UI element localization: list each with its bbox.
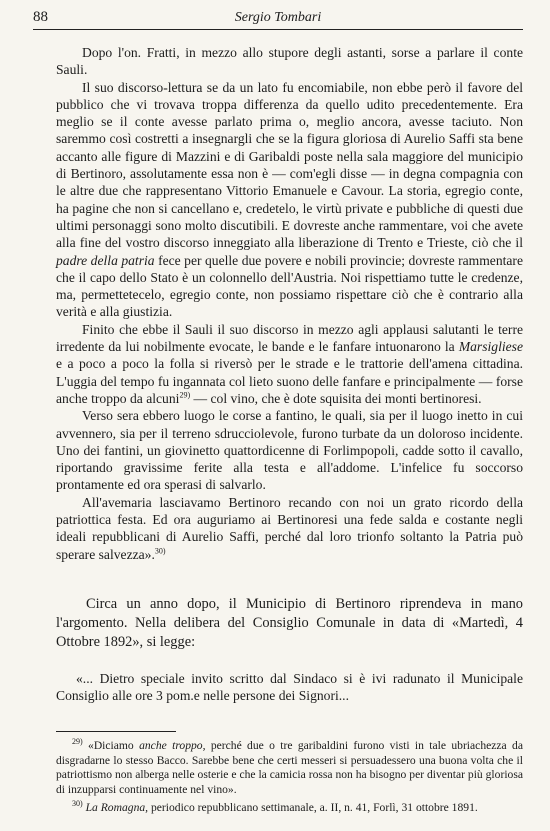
footnote-ref: 30) bbox=[154, 546, 166, 556]
page-header bbox=[33, 9, 523, 29]
page-number: 88 bbox=[33, 9, 48, 25]
emphasis: padre della patria bbox=[56, 252, 155, 268]
paragraph: Dopo l'on. Fratti, in mezzo allo stupore degli astanti, sorse a parlare il conte Sauli. bbox=[56, 45, 523, 78]
section-gap bbox=[56, 563, 523, 595]
emphasis: anche troppo, bbox=[139, 739, 206, 752]
paragraph: Finito che ebbe il Sauli il suo discorso in mezzo agli applausi salutanti le terre irredente da lui nobilmente evocate, le bande e le fanfare intuonarono la Marsigliese e a poco a poco la folla si riversò per le strade e le trattorie dell'amena cittadina. L'uggia del tempo fu ingannata col lieto suono delle fanfare e principalmente — forse anche troppo da alcuni$^{29)}$ — col vino, che è dote squisita dei monti bertinoresi. bbox=[56, 321, 523, 406]
footnote-mark: 29) bbox=[72, 737, 83, 747]
intro-text bbox=[56, 595, 523, 652]
footnotes bbox=[56, 739, 523, 820]
quotation bbox=[56, 670, 523, 705]
footnote-29: $^{29)}$ «Diciamo anche troppo, perché due o tre garibaldini furono visti in tale ubriachezza da disgradarne lo stesso Bacco. Sarebbe bene che certi messeri si persuadessero una buona volta che il patriottismo non alberga nelle osterie e che la camicia rossa non ha bisogno per diventar più gloriosa di inzupparsi continuamente nel vino». bbox=[56, 737, 523, 796]
paragraph: «... Dietro speciale invito scritto dal Sindaco si è ivi radunato il Municipale Consiglio alle ore 3 pom.e nelle persone dei Signori... bbox=[56, 670, 523, 704]
emphasis: Marsigliese bbox=[458, 339, 523, 355]
paragraph: Verso sera ebbero luogo le corse a fantino, le quali, sia per il luogo inetto in cui avvennero, sia per il terreno sdrucciolevole, furono turbate da un doloroso incidente. Uno dei fantini, un giovinetto quattordicenne di Forlimpopoli, cadde sotto il cavallo, riportando gravissime ferite alla testa e all'addome. L'infelice fu soccorso prontamente ed ora sperasi di salvarlo. bbox=[56, 408, 523, 493]
paragraph: Circa un anno dopo, il Municipio di Bertinoro riprendeva in mano l'argomento. Nella delibera del Consiglio Comunale in data di «Martedì, 4 Ottobre 1892», si legge: bbox=[56, 595, 523, 650]
main-text bbox=[56, 44, 523, 705]
footnote-ref: 29) bbox=[179, 390, 191, 400]
paragraph: All'avemaria lasciavamo Bertinoro recando con noi un grato ricordo della patriottica festa. Ed ora auguriamo ai Bertinoresi una fede salda e costante negli ideali repubblicani di Aurelio Saffi, perché dal loro trionfo soltanto la Patria può sperare salvezza».$^{30)}$ bbox=[56, 494, 523, 562]
header-rule bbox=[33, 29, 523, 30]
footnote-mark: 30) bbox=[72, 799, 83, 809]
footnote-30: $^{30)}$ La Romagna, periodico repubblicano settimanale, a. II, n. 41, Forlì, 31 ottobre 1891. bbox=[72, 799, 478, 815]
paragraph: Il suo discorso-lettura se da un lato fu encomiabile, non ebbe però il favore del pubblico che vi trovava troppa differenza da quello udito precedentemente. Era meglio se il conte avesse parlato prima o, meglio ancora, avesse taciuto. Non saremmo così costretti a insegnargli che se la figura gloriosa di Aurelio Saffi sta bene accanto alle figure di Mazzini e di Garibaldi poste nella sala maggiore del municipio di Bertinoro, assolutamente essa non è — com'egli disse — in degna compagnia con le altre due che rappresentano Vittorio Emanuele e Cavour. La storia, egregio conte, ha pagine che non si cancellano e, credetelo, le virtù private e pubbliche di questi due ultimi personaggi sono molto discutibili. E dovreste anche rammentare, voi che avete alla fine del vostro discorso inneggiato alla liberazione di Trento e Trieste, ciò che il padre della patria fece per quelle due povere e nobili provincie; dovreste rammentare che il capo dello Stato è un colonnello dell'Austria. Noi rispettiamo tutte le credenze, ma, permettetecelo, egregio conte, non possiamo rispettare ciò che è contrario alla verità e alla giustizia. bbox=[56, 79, 523, 320]
running-head: Sergio Tombari bbox=[234, 10, 322, 25]
footnote-rule bbox=[56, 731, 176, 732]
emphasis: La Romagna, bbox=[85, 801, 149, 815]
